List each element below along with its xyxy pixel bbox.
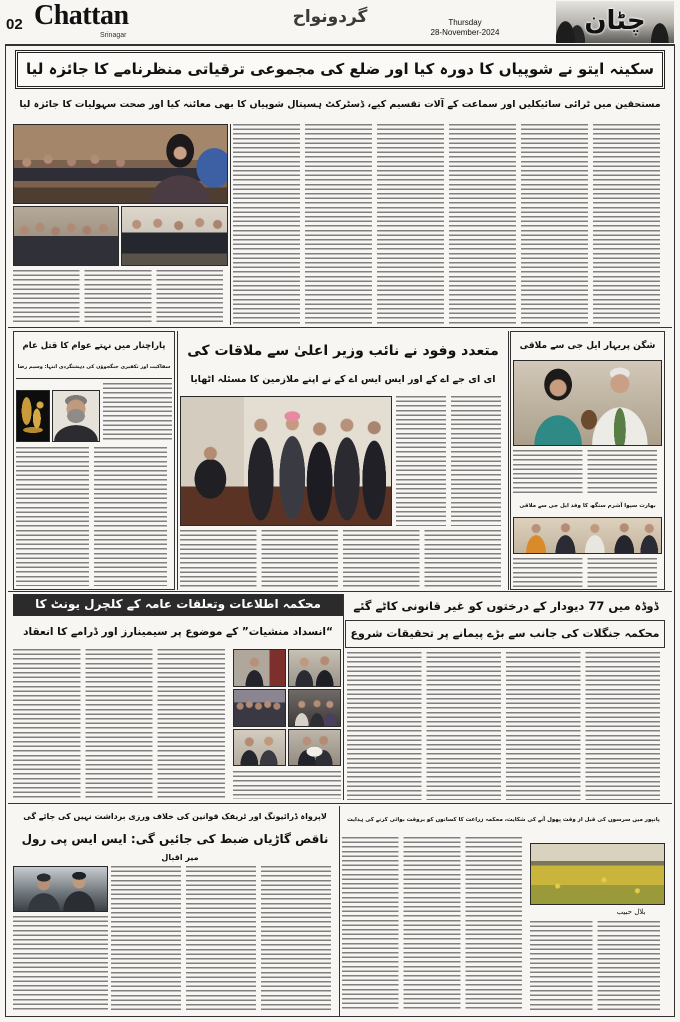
parachinar-subheadline: سفاکیت اور تکفیری جنگجوؤں کی دہشتگردی انتہا: وسیم رضا xyxy=(17,364,171,371)
pampore-photo-credit-box xyxy=(600,907,662,918)
photo-shopian-hospital-visit xyxy=(121,206,228,266)
doda-subheadline: محکمہ جنگلات کی جانب سے بڑے پیمانے پر تحقیقات شروع xyxy=(350,626,660,640)
lead-subheadline: مستحقین میں ٹرائی سائیکلیں اور سماعت کے آلات تقسیم کیے، ڈسٹرکٹ ہسپتال شوپیاں کا بھی معائنہ کیا اور صحت سہولیات کا جائزہ لیا xyxy=(19,99,661,111)
traffic-body-text-lower xyxy=(13,916,108,1012)
parachinar-subheadline-box xyxy=(16,360,172,376)
culture-unit-kicker: محکمہ اطلاعات وتعلقات عامہ کے کلچرل یونٹ کا xyxy=(35,597,321,612)
delegations-headline: متعدد وفود نے نائب وزیر اعلیٰ سے ملاقات کی xyxy=(187,342,499,359)
traffic-subheadline-box xyxy=(13,829,337,851)
parachinar-headline-box xyxy=(16,336,172,358)
photo-delegation-meeting xyxy=(180,396,392,526)
date-block xyxy=(424,18,506,38)
lead-headline: سکینہ ایتو نے شوپیاں کا دورہ کیا اور ضلع کی مجموعی ترقیاتی منظرنامے کا جائزہ لیا xyxy=(26,59,655,78)
logo-text: چٹان xyxy=(584,6,646,37)
doda-body-text xyxy=(347,652,665,800)
page-frame-left xyxy=(5,46,6,1017)
page-number: 02 xyxy=(6,16,23,33)
column-rule xyxy=(343,594,344,800)
issue-day: Thursday xyxy=(448,18,482,27)
photo-certificate-presentation xyxy=(288,729,341,766)
pampore-body-text xyxy=(342,837,527,1012)
culture-unit-body-text xyxy=(13,649,230,799)
section-rule xyxy=(8,591,672,592)
traffic-subheadline: ناقص گاڑیاں ضبط کی جائیں گی: ایس ایس پی رول xyxy=(21,832,329,847)
photo-calligraphy xyxy=(16,390,50,442)
delegations-subheadline-box xyxy=(180,369,506,391)
parachinar-rule xyxy=(16,378,172,379)
lg-second-headline: بھارت سیوا آشرم سنگھ کا وفد ایل جی سے ملاقی xyxy=(519,503,656,510)
pampore-body-text-lower xyxy=(530,921,665,1012)
pampore-photo-credit: بلال حبیب xyxy=(616,908,646,917)
page-frame-right xyxy=(674,46,675,1017)
photo-bharat-sevashram-delegation xyxy=(513,517,662,554)
parachinar-body-text xyxy=(16,447,172,586)
doda-headline-box xyxy=(347,595,665,618)
lead-body-text xyxy=(233,124,665,325)
lg-first-body-text xyxy=(513,450,662,494)
lg-first-headline-box xyxy=(513,335,662,357)
parachinar-headline: پاراچنار میں نہتے عوام کا قتل عام xyxy=(22,341,166,352)
delegations-headline-box xyxy=(180,335,506,367)
photo-shopian-meeting xyxy=(13,124,228,204)
doda-headline: ڈوڈہ میں 77 دیودار کے درختوں کو غیر قانونی کاٹے گئے xyxy=(353,598,659,613)
photo-seminar-audience xyxy=(233,689,286,727)
parachinar-body-text-side xyxy=(103,383,172,443)
photo-waseem-raza-portrait xyxy=(52,390,100,442)
traffic-headline-box xyxy=(13,806,337,828)
masthead-city: Srinagar xyxy=(100,32,127,39)
delegations-body-text-side xyxy=(396,396,506,526)
traffic-byline: میر اقبال xyxy=(161,853,199,863)
column-rule xyxy=(230,124,231,325)
section-title: گردونواح xyxy=(292,7,368,28)
delegations-body-text xyxy=(180,530,506,588)
traffic-byline-box xyxy=(140,852,220,864)
culture-unit-headline: “انسداد منشیات” کے موضوع پر سیمینارز اور ڈرامے کا انعقاد xyxy=(23,625,333,638)
lead-headline-box xyxy=(15,50,665,89)
culture-unit-kicker-banner xyxy=(13,594,343,616)
section-title-box xyxy=(268,5,392,31)
photo-seminar-dignitaries xyxy=(288,649,341,687)
lg-second-headline-box xyxy=(513,498,662,515)
photo-seminar-speaker xyxy=(233,649,286,687)
photo-ssp-traffic-officers xyxy=(13,866,108,912)
section-rule xyxy=(8,327,672,328)
masthead-rule xyxy=(5,44,675,46)
lead-body-text-lower xyxy=(13,270,228,325)
culture-unit-photo-caption xyxy=(233,771,341,799)
culture-unit-headline-box xyxy=(13,619,343,645)
photo-shagun-parihar-lg xyxy=(513,360,662,446)
photo-shopian-beneficiaries xyxy=(13,206,119,266)
traffic-body-text xyxy=(111,866,336,1012)
pampore-headline: پانپور میں سرسوں کی قبل از وقت پھول آنے کی شکایت، محکمہ زراعت کا کسانوں کو بروقت بوائی کرنے کی ہدایت xyxy=(347,816,660,823)
photo-drama-performance xyxy=(288,689,341,727)
lg-first-headline: شگن پریہار ایل جی سے ملاقی xyxy=(519,340,656,351)
doda-subheadline-box xyxy=(345,620,665,648)
column-rule xyxy=(177,331,178,590)
column-rule xyxy=(339,806,340,1016)
page-frame-bottom xyxy=(5,1016,675,1017)
photo-mustard-field xyxy=(530,843,665,905)
chattan-logo xyxy=(556,1,674,43)
masthead-title: Chattan xyxy=(34,0,129,31)
traffic-headline: لاپرواہ ڈرائیونگ اور ٹریفک قوانین کی خلاف ورزی برداشت نہیں کی جائے گی xyxy=(23,812,327,822)
delegations-subheadline: ای ای جے اے کے اور ایس ایس اے کے نے اپنے ملازمین کا مسئلہ اٹھایا xyxy=(190,373,496,385)
photo-seminar-group xyxy=(233,729,286,766)
column-rule xyxy=(508,331,509,590)
lead-subheadline-box xyxy=(15,93,665,118)
pampore-headline-box xyxy=(342,808,665,832)
lg-second-body-text xyxy=(513,558,662,587)
section-rule xyxy=(8,803,672,804)
issue-date: 28-November-2024 xyxy=(430,28,500,37)
